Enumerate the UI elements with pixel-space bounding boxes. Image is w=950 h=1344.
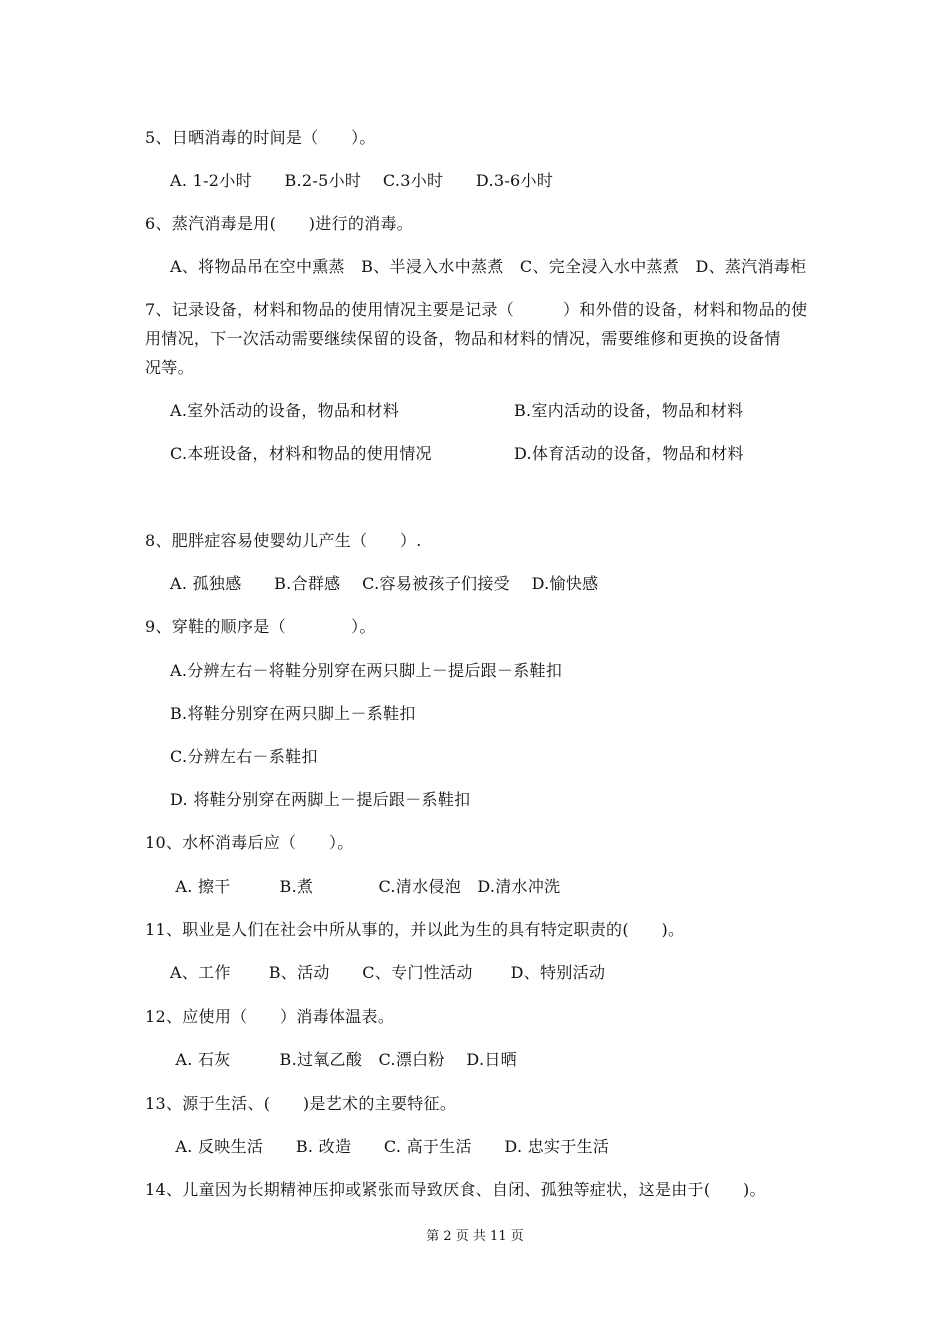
- question-6-stem: 6、蒸汽消毒是用( )进行的消毒。: [145, 214, 414, 233]
- question-5-stem: 5、日晒消毒的时间是（ ）。: [145, 128, 376, 147]
- question-9-option-d: D. 将鞋分别穿在两脚上－提后跟－系鞋扣: [170, 790, 471, 809]
- question-9-option-a: A.分辨左右－将鞋分别穿在两只脚上－提后跟－系鞋扣: [170, 661, 563, 680]
- question-7-stem-line2: 用情况，下一次活动需要继续保留的设备，物品和材料的情况，需要维修和更换的设备情: [145, 329, 781, 348]
- question-7-option-a: A.室外活动的设备，物品和材料: [170, 401, 400, 420]
- question-7-option-c: C.本班设备，材料和物品的使用情况: [170, 444, 432, 463]
- page-footer: 第 2 页 共 11 页: [426, 1229, 524, 1244]
- question-7-option-b: B.室内活动的设备，物品和材料: [514, 401, 744, 420]
- question-5-options: A. 1-2小时 B.2-5小时 C.3小时 D.3-6小时: [170, 171, 554, 190]
- question-13-options: A. 反映生活 B. 改造 C. 高于生活 D. 忠实于生活: [170, 1137, 610, 1156]
- question-6-options: A、将物品吊在空中熏蒸 B、半浸入水中蒸煮 C、完全浸入水中蒸煮 D、蒸汽消毒柜: [170, 257, 807, 276]
- question-8-stem: 8、肥胖症容易使婴幼儿产生（ ）.: [145, 531, 422, 550]
- question-8-options: A. 孤独感 B.合群感 C.容易被孩子们接受 D.愉快感: [170, 574, 599, 593]
- question-14-stem: 14、儿童因为长期精神压抑或紧张而导致厌食、自闭、孤独等症状，这是由于( )。: [145, 1180, 766, 1199]
- question-12-stem: 12、应使用（ ）消毒体温表。: [145, 1007, 395, 1026]
- question-11-stem: 11、职业是人们在社会中所从事的，并以此为生的具有特定职责的( )。: [145, 920, 685, 939]
- question-10-stem: 10、水杯消毒后应（ ）。: [145, 833, 354, 852]
- question-11-options: A、工作 B、活动 C、专门性活动 D、特别活动: [170, 963, 606, 982]
- question-9-option-b: B.将鞋分别穿在两只脚上－系鞋扣: [170, 704, 416, 723]
- question-13-stem: 13、源于生活、( )是艺术的主要特征。: [145, 1094, 457, 1113]
- question-10-options: A. 擦干 B.煮 C.清水侵泡 D.清水冲洗: [170, 877, 561, 896]
- question-12-options: A. 石灰 B.过氧乙酸 C.漂白粉 D.日晒: [170, 1050, 517, 1069]
- question-9-option-c: C.分辨左右－系鞋扣: [170, 747, 318, 766]
- question-9-stem: 9、穿鞋的顺序是（ ）。: [145, 617, 376, 636]
- question-7-option-d: D.体育活动的设备，物品和材料: [514, 444, 744, 463]
- question-7-stem-line3: 况等。: [145, 358, 194, 377]
- question-7-stem-line1: 7、记录设备，材料和物品的使用情况主要是记录（ ）和外借的设备，材料和物品的使: [145, 300, 808, 319]
